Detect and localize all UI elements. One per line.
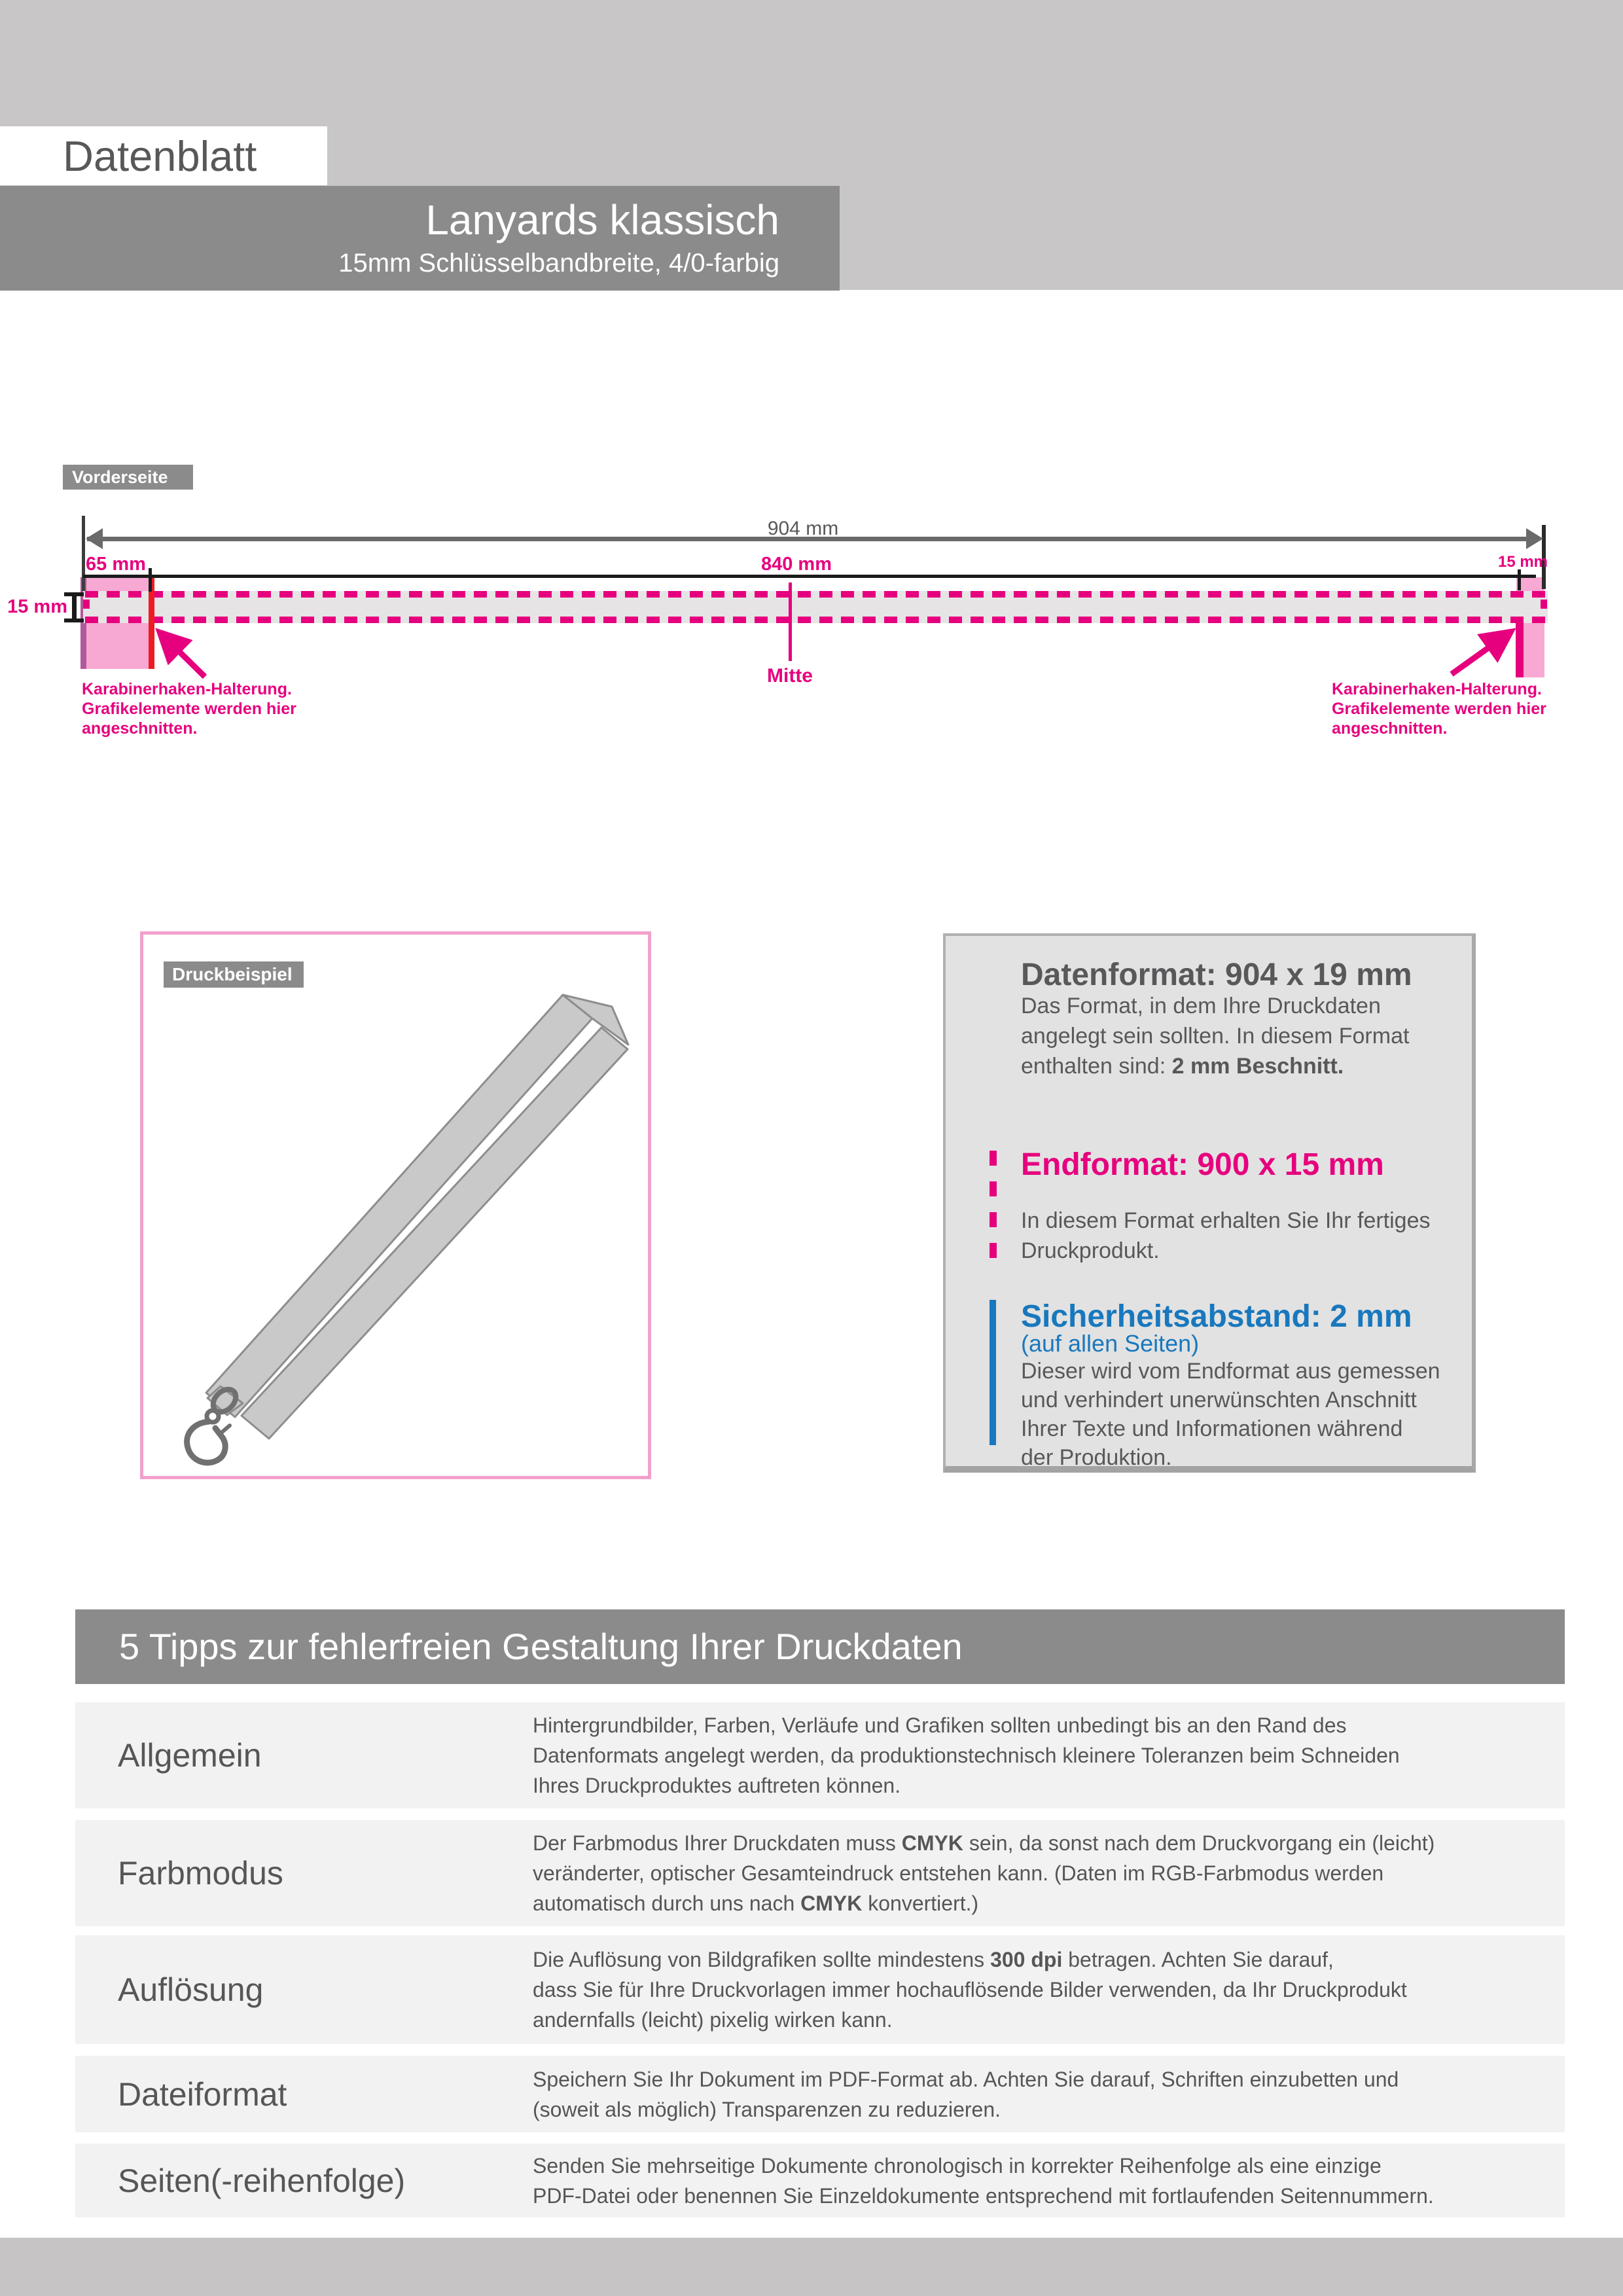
hook-claw-icon — [187, 1422, 226, 1463]
center-label: Mitte — [767, 665, 813, 687]
tip-text: Senden Sie mehrseitige Dokumente chronologisch in korrekter Reihenfolge als eine einzige PDF-Datei oder benennen Sie Einzeldokumente entsprechend mit fortlaufenden Seitennummern. — [533, 2153, 1434, 2208]
footer-band — [0, 2238, 1623, 2296]
safety-title: Sicherheitsabstand: 2 mm — [1021, 1299, 1412, 1334]
print-example-box — [140, 931, 651, 1479]
doc-type-label: Datenblatt — [63, 132, 257, 180]
product-subtitle: 15mm Schlüsselbandbreite, 4/0-farbig — [338, 249, 779, 278]
dataformat-line2: angelegt sein sollten. In diesem Format — [1021, 1024, 1410, 1049]
arrowhead-right-icon — [1526, 528, 1543, 549]
front-side-label: Vorderseite — [72, 467, 168, 487]
doc-type-box — [0, 126, 327, 185]
tip-label: Seiten(-reihenfolge) — [118, 2162, 406, 2199]
dataformat-line1: Das Format, in dem Ihre Druckdaten — [1021, 994, 1381, 1018]
lanyard-strap-front — [206, 995, 592, 1417]
hook-note-left: Karabinerhaken-Halterung. Grafikelemente werden hier angeschnitten. — [82, 680, 296, 738]
tip-text: Die Auflösung von Bildgrafiken sollte mindestens 300 dpi betragen. Achten Sie darauf, dass Sie für Ihre Druckvorlagen immer hochauflösende Bilder verwenden, da Ihr Druckprodukt andernfalls (leicht) pixelig wirken kann. — [533, 1948, 1407, 2032]
endformat-line2: Druckprodukt. — [1021, 1238, 1160, 1263]
safety-line2: und verhindert unerwünschten Anschnitt — [1021, 1388, 1417, 1412]
hook-note-right: Karabinerhaken-Halterung. Grafikelemente werden hier angeschnitten. — [1332, 680, 1546, 738]
endformat-line1: In diesem Format erhalten Sie Ihr fertiges — [1021, 1208, 1431, 1233]
print-example-label: Druckbeispiel — [172, 964, 293, 984]
tips-heading-bar — [75, 1609, 1565, 1684]
lanyard-strap-back — [241, 1028, 628, 1439]
dim-print-label: 840 mm — [760, 554, 832, 575]
safety-line1: Dieser wird vom Endformat aus gemessen — [1021, 1359, 1440, 1384]
safety-line4: der Produktion. — [1021, 1445, 1172, 1470]
tip-row-seitenreihenfolge — [75, 2144, 1565, 2217]
tip-row-aufloesung — [75, 1935, 1565, 2044]
front-side-badge — [63, 465, 193, 490]
tip-label: Dateiformat — [118, 2075, 287, 2113]
hook-gate-icon — [221, 1426, 230, 1433]
dim-total-label: 904 mm — [767, 518, 839, 539]
dim-left-zone-label: 65 mm — [86, 554, 146, 575]
safety-accent-line — [990, 1300, 996, 1445]
tip-label: Farbmodus — [118, 1855, 283, 1892]
tip-text: Hintergrundbilder, Farben, Verläufe und Grafiken sollten unbedingt bis an den Rand des Datenformats angelegt werden, da produktionstechnisch kleinere Toleranzen beim Schneiden Ihres Druckproduktes auftreten können. — [533, 1713, 1400, 1797]
tips-heading: 5 Tipps zur fehlerfreien Gestaltung Ihrer Druckdaten — [119, 1626, 963, 1667]
dataformat-line3: enthalten sind: 2 mm Beschnitt. — [1021, 1054, 1344, 1079]
lanyard-illustration — [143, 935, 648, 1469]
tip-text: Speichern Sie Ihr Dokument im PDF-Format ab. Achten Sie darauf, Schriften einzubetten und (soweit als möglich) Transparenzen zu reduzieren. — [533, 2067, 1399, 2121]
dim-band-height-label: 15 mm — [7, 596, 67, 617]
annotation-arrows — [0, 589, 1623, 720]
arrow-to-left-cut-icon — [164, 636, 205, 677]
tip-label: Allgemein — [118, 1737, 262, 1774]
tip-text: Der Farbmodus Ihrer Druckdaten muss CMYK sein, da sonst nach dem Druckvorgang ein (leicht) veränderter, optischer Gesamteindruck entstehen kann. (Daten im RGB-Farbmodus werden automatisch durch uns nach CMYK konvertiert.) — [533, 1831, 1435, 1915]
safety-subtitle: (auf allen Seiten) — [1021, 1330, 1200, 1357]
tick-15mm — [1518, 569, 1521, 590]
tip-label: Auflösung — [118, 1971, 264, 2008]
print-example-badge — [164, 961, 304, 988]
product-title-bar — [0, 186, 840, 291]
product-title: Lanyards klassisch — [425, 196, 779, 243]
tip-row-dateiformat — [75, 2056, 1565, 2132]
endformat-accent-dashes — [990, 1151, 997, 1262]
arrowhead-left-icon — [86, 528, 103, 549]
endformat-title: Endformat: 900 x 15 mm — [1021, 1147, 1384, 1182]
tip-row-farbmodus — [75, 1820, 1565, 1926]
arrow-to-right-cut-icon — [1452, 635, 1507, 674]
tip-row-allgemein — [75, 1702, 1565, 1808]
dim-right-zone-label: 15 mm — [1497, 553, 1548, 571]
safety-line3: Ihrer Texte und Informationen während — [1021, 1416, 1403, 1441]
dataformat-title: Datenformat: 904 x 19 mm — [1021, 958, 1412, 992]
